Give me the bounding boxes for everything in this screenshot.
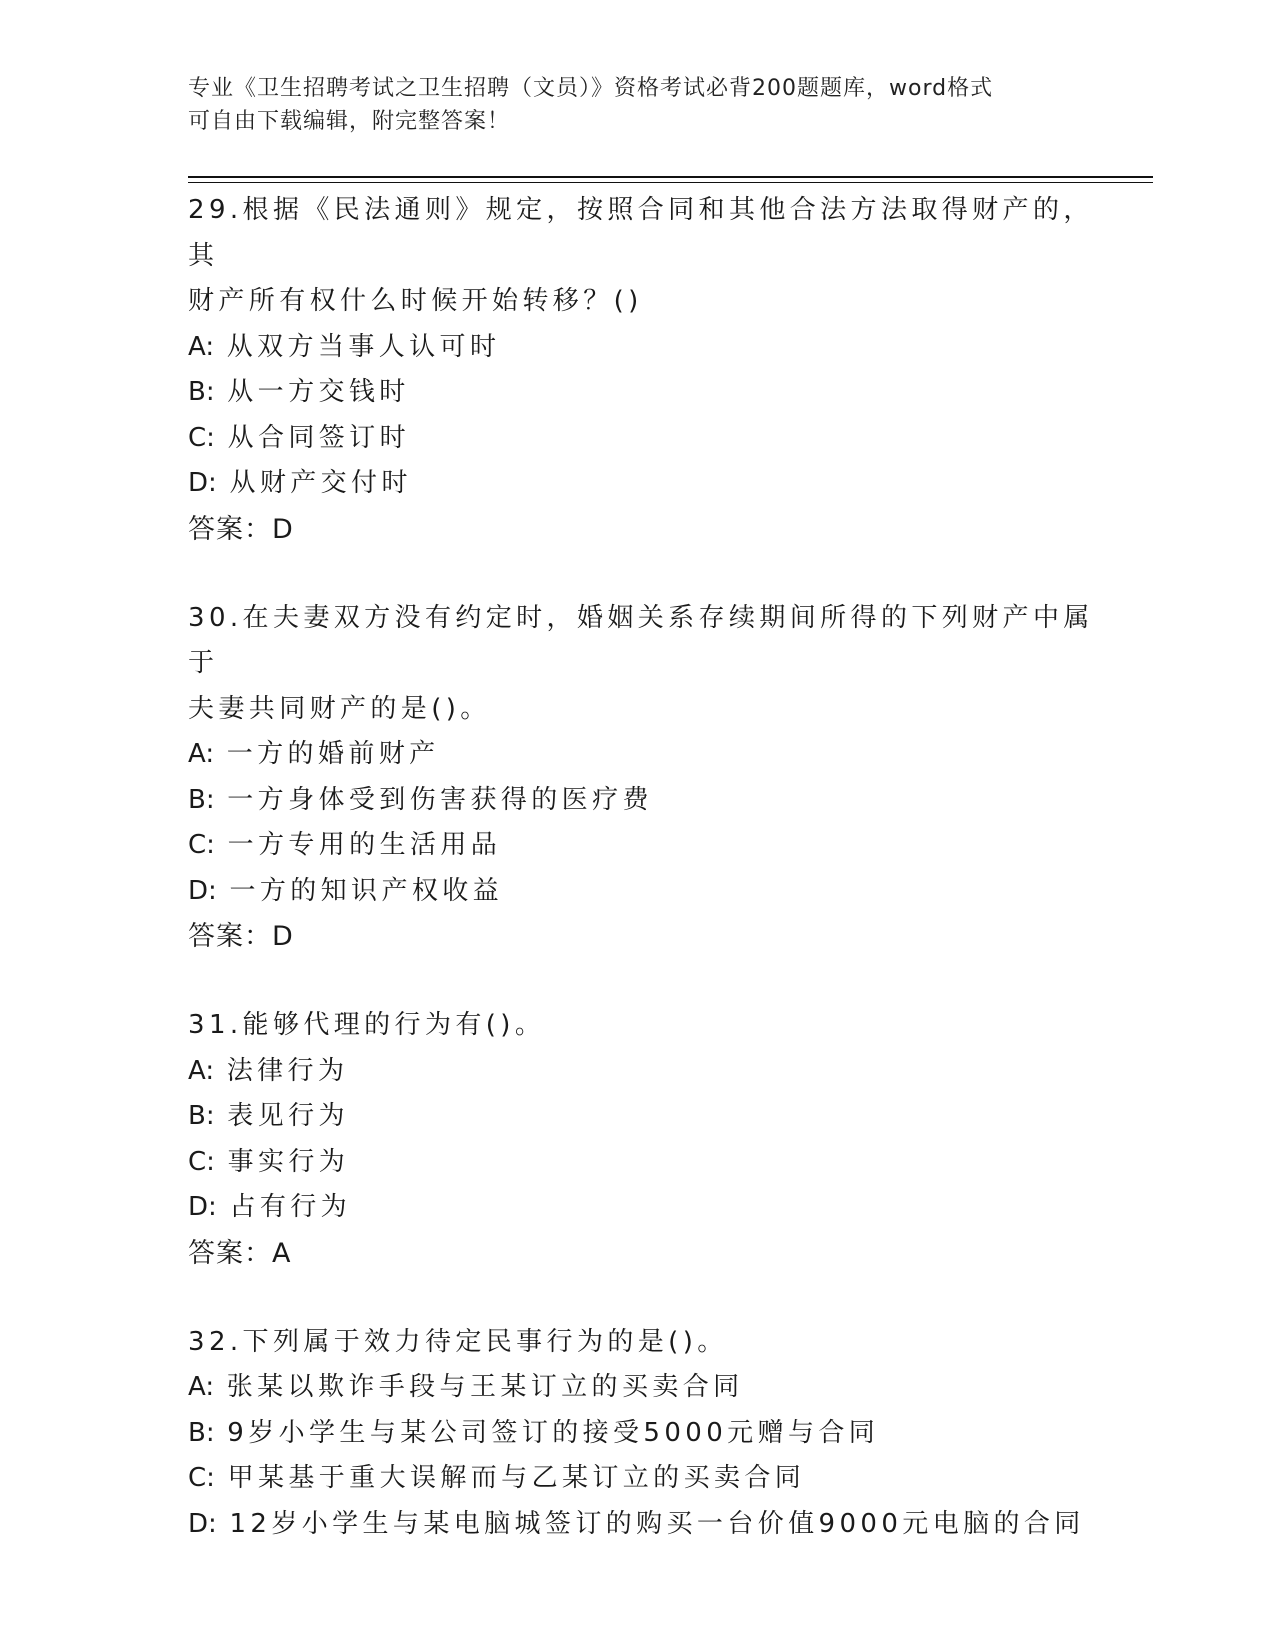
option-key: B: bbox=[188, 1101, 215, 1131]
document-header bbox=[188, 72, 1068, 138]
option-text: 12岁小学生与某电脑城签订的购买一台价值9000元电脑的合同 bbox=[216, 1508, 1085, 1539]
header-line-2: 可自由下载编辑，附完整答案！ bbox=[188, 109, 511, 134]
option-c bbox=[188, 1456, 1118, 1502]
option-text: 占有行为 bbox=[216, 1192, 352, 1222]
question-30 bbox=[188, 596, 1118, 961]
option-key: B: bbox=[188, 1417, 215, 1448]
option-a bbox=[188, 1365, 1118, 1411]
question-stem-line: 31.能够代理的行为有()。 bbox=[188, 1010, 546, 1040]
option-text: 从合同签订时 bbox=[214, 422, 410, 453]
option-a bbox=[188, 325, 1118, 371]
question-29 bbox=[188, 188, 1118, 553]
option-c bbox=[188, 416, 1118, 462]
option-key: D: bbox=[188, 468, 217, 498]
answer-line: 答案：D bbox=[188, 921, 294, 952]
answer-line: 答案：D bbox=[188, 513, 294, 545]
option-text: 从双方当事人认可时 bbox=[214, 331, 501, 362]
option-key: C: bbox=[188, 422, 215, 453]
option-key: A: bbox=[188, 1055, 215, 1086]
option-d bbox=[188, 869, 1118, 915]
option-b bbox=[188, 370, 1118, 416]
option-text: 从一方交钱时 bbox=[214, 377, 410, 407]
option-key: C: bbox=[188, 1463, 215, 1493]
option-d bbox=[188, 1502, 1118, 1548]
option-key: D: bbox=[188, 875, 217, 906]
header-divider-thin bbox=[188, 182, 1153, 183]
option-text: 张某以欺诈手段与王某订立的买卖合同 bbox=[214, 1372, 744, 1402]
question-stem-line: 夫妻共同财产的是()。 bbox=[188, 693, 491, 724]
option-text: 甲某基于重大误解而与乙某订立的买卖合同 bbox=[214, 1463, 806, 1493]
question-stem-line: 29.根据《民法通则》规定，按照合同和其他合法方法取得财产的，其 bbox=[188, 195, 1094, 271]
option-text: 表见行为 bbox=[214, 1101, 349, 1131]
question-stem-line: 32.下列属于效力待定民事行为的是()。 bbox=[188, 1326, 728, 1357]
option-b bbox=[188, 1411, 1118, 1457]
option-a bbox=[188, 732, 1118, 778]
option-a bbox=[188, 1049, 1118, 1095]
answer-line: 答案：A bbox=[188, 1237, 292, 1269]
option-c bbox=[188, 1140, 1118, 1186]
question-stem-line: 30.在夫妻双方没有约定时，婚姻关系存续期间所得的下列财产中属于 bbox=[188, 602, 1094, 678]
option-text: 一方的知识产权收益 bbox=[216, 875, 504, 906]
option-text: 法律行为 bbox=[214, 1055, 349, 1086]
option-key: A: bbox=[188, 1372, 215, 1402]
option-b bbox=[188, 1094, 1118, 1140]
option-text: 一方专用的生活用品 bbox=[214, 830, 502, 860]
question-list bbox=[188, 188, 1118, 1590]
option-text: 从财产交付时 bbox=[216, 468, 412, 498]
option-text: 9岁小学生与某公司签订的接受5000元赠与合同 bbox=[214, 1417, 880, 1448]
header-divider-thick bbox=[188, 176, 1153, 178]
option-key: D: bbox=[188, 1508, 217, 1539]
option-key: B: bbox=[188, 784, 215, 815]
option-text: 事实行为 bbox=[214, 1146, 350, 1177]
question-stem-line: 财产所有权什么时候开始转移？() bbox=[188, 286, 643, 316]
option-d bbox=[188, 461, 1118, 507]
option-d bbox=[188, 1185, 1118, 1231]
header-line-1: 专业《卫生招聘考试之卫生招聘（文员）》资格考试必背200题题库，word格式 bbox=[188, 76, 994, 101]
option-key: C: bbox=[188, 830, 215, 860]
option-key: B: bbox=[188, 377, 215, 407]
question-31 bbox=[188, 1003, 1118, 1277]
option-key: D: bbox=[188, 1192, 217, 1222]
option-c bbox=[188, 823, 1118, 869]
option-text: 一方的婚前财产 bbox=[214, 739, 440, 769]
option-text: 一方身体受到伤害获得的医疗费 bbox=[214, 784, 653, 815]
question-32 bbox=[188, 1320, 1118, 1548]
option-key: A: bbox=[188, 739, 215, 769]
option-key: A: bbox=[188, 331, 215, 362]
option-key: C: bbox=[188, 1146, 215, 1177]
option-b bbox=[188, 778, 1118, 824]
